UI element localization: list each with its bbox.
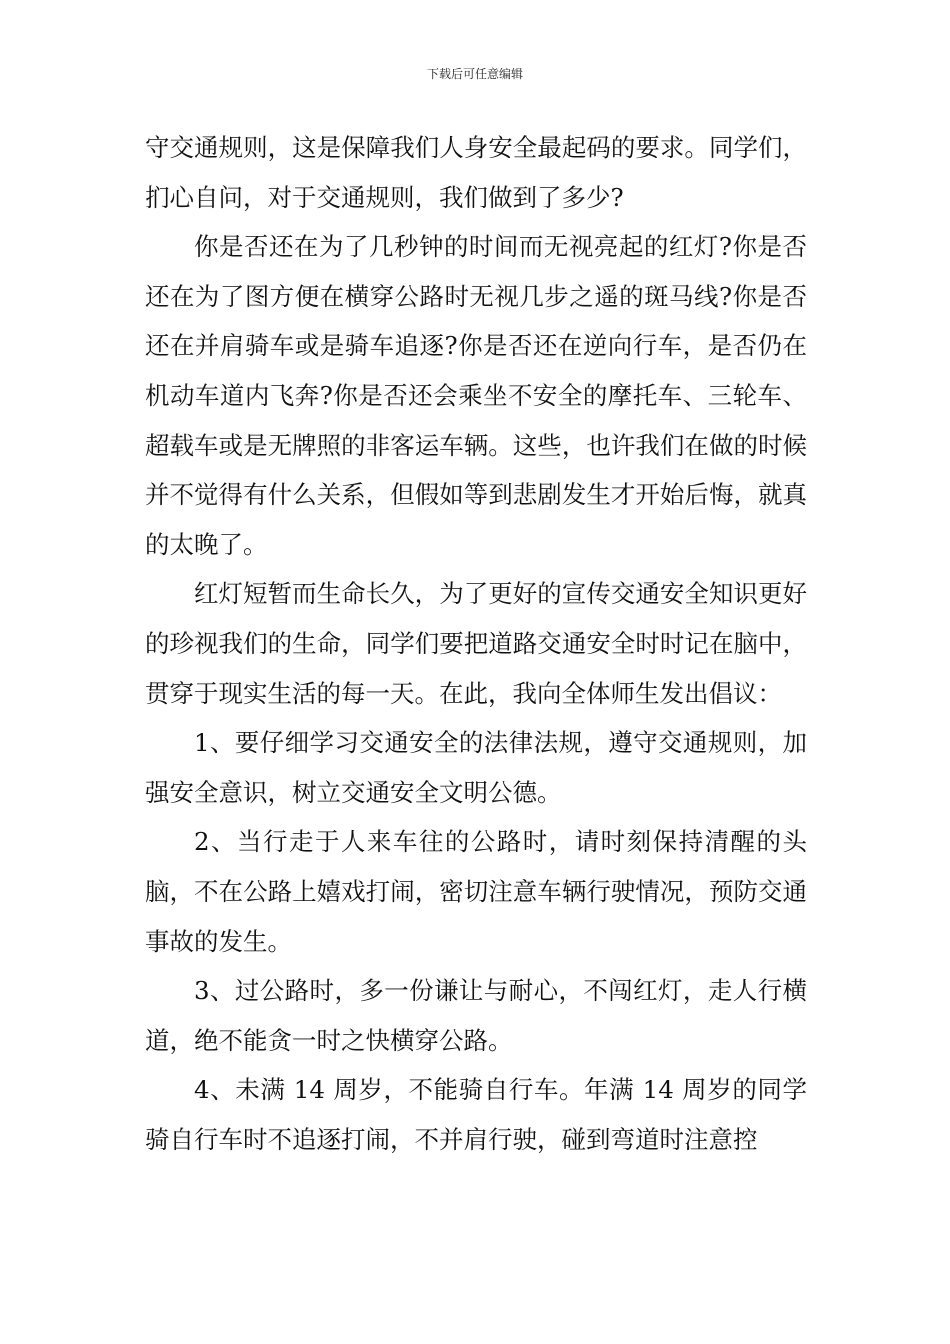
page-header-note: 下载后可任意编辑: [426, 67, 523, 81]
paragraph-questions: 你是否还在为了几秒钟的时间而无视亮起的红灯?你是否还在为了图方便在横穿公路时无视几步之遥的斑马线?你是否还在并肩骑车或是骑车追逐?你是否还在逆向行车，是否仍在机动车道内飞奔?你是否还会乘坐不安全的摩托车、三轮车、超载车或是无牌照的非客运车辆。这些，也许我们在做的时候并不觉得有什么关系，但假如等到悲剧发生才开始后悔，就真的太晚了。: [145, 232, 807, 559]
paragraph-appeal: 红灯短暂而生命长久，为了更好的宣传交通安全知识更好的珍视我们的生命，同学们要把道路交通安全时时记在脑中，贯穿于现实生活的每一天。在此，我向全体师生发出倡议：: [145, 579, 807, 708]
list-item-3: 3、过公路时，多一份谦让与耐心，不闯红灯，走人行横道，绝不能贪一时之快横穿公路。: [145, 976, 807, 1055]
list-item-4: 4、未满 14 周岁，不能骑自行车。年满 14 周岁的同学骑自行车时不追逐打闹，不并肩行驶，碰到弯道时注意控: [145, 1075, 807, 1154]
list-item-1: 1、要仔细学习交通安全的法律法规，遵守交通规则，加强安全意识，树立交通安全文明公德。: [145, 728, 807, 807]
paragraph-continuation: 守交通规则，这是保障我们人身安全最起码的要求。同学们，扪心自问，对于交通规则，我们做到了多少?: [145, 133, 807, 212]
list-item-2: 2、当行走于人来车往的公路时，请时刻保持清醒的头脑，不在公路上嬉戏打闹，密切注意车辆行驶情况，预防交通事故的发生。: [145, 827, 807, 956]
document-body: [145, 123, 807, 1164]
